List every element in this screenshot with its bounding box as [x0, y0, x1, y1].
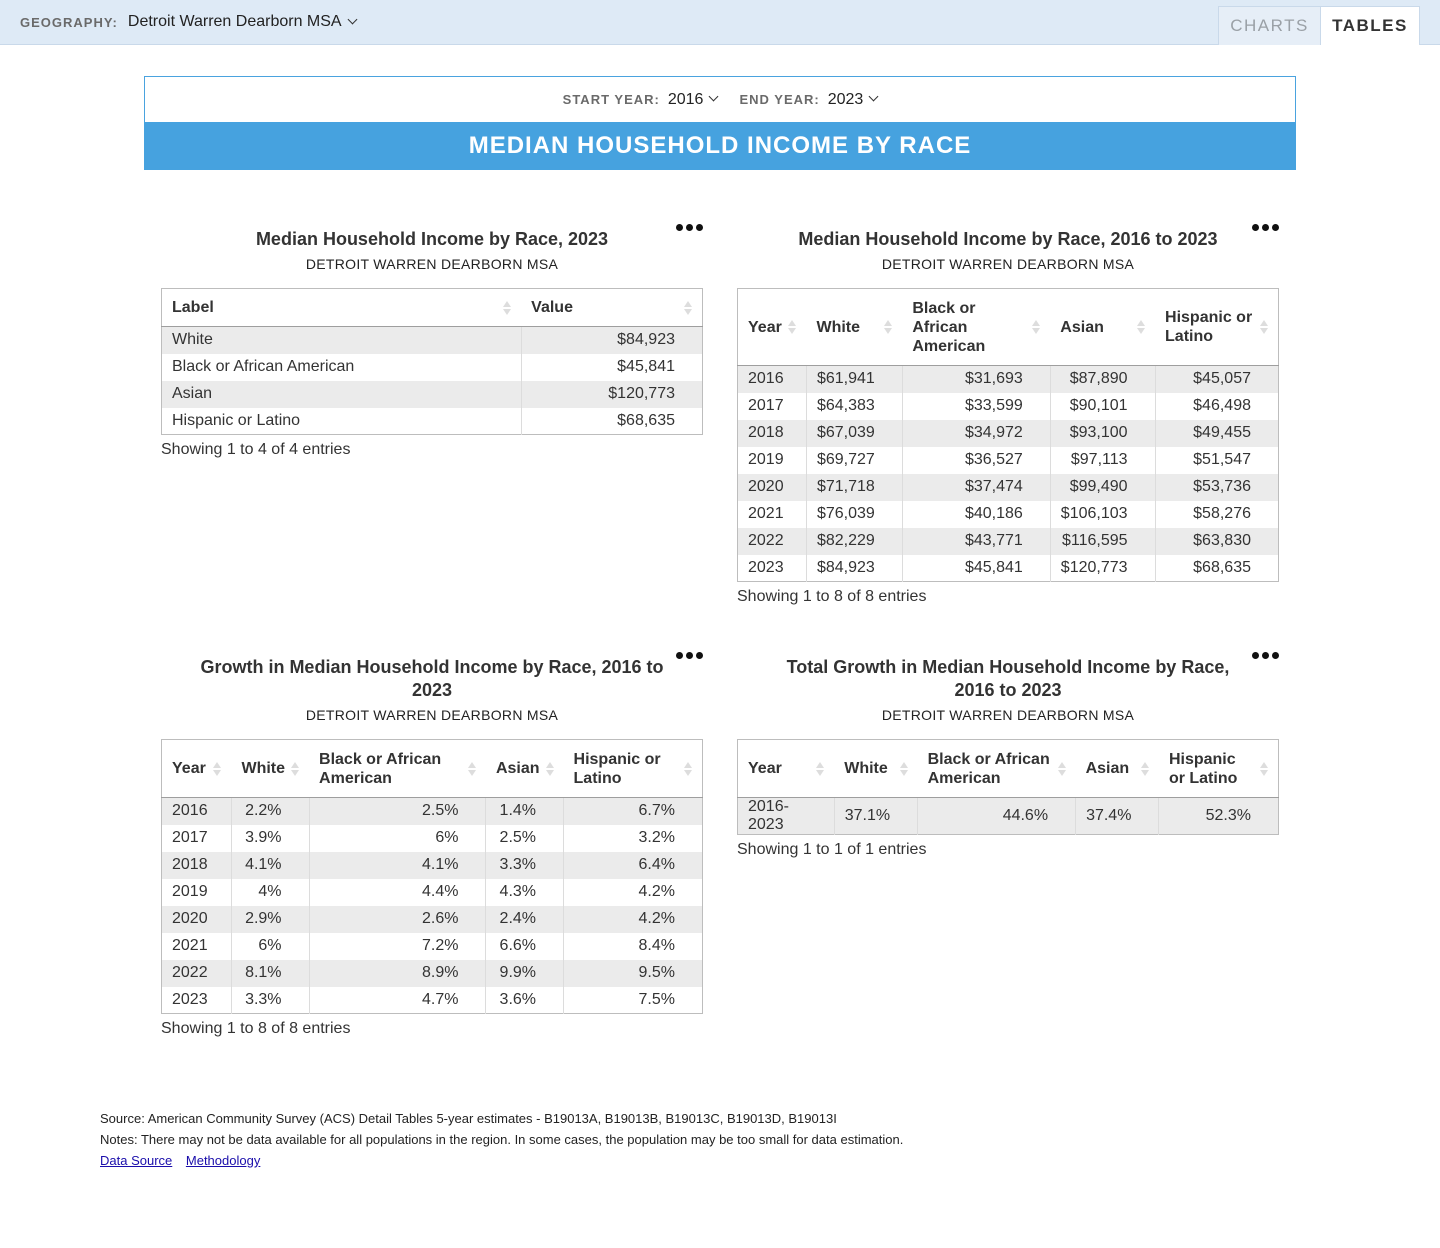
table-row [162, 354, 703, 381]
table-cell: 8.4% [638, 937, 675, 954]
column-header-label: Value [531, 299, 573, 316]
more-options-icon[interactable] [1252, 652, 1279, 659]
table-row [738, 420, 1279, 447]
column-header[interactable] [162, 289, 522, 327]
table-cell: $120,773 [521, 381, 702, 408]
table-row [162, 327, 703, 354]
panel-subtitle: DETROIT WARREN DEARBORN MSA [305, 707, 559, 723]
panel-title: Total Growth in Median Household Income by Race, 2016 to 2023 [786, 657, 1230, 700]
table-cell: 2020 [738, 474, 807, 501]
start-year-selector[interactable] [563, 91, 718, 109]
table-cell: $37,474 [902, 474, 1050, 501]
panel-title: Growth in Median Household Income by Race, 2016 to 2023 [200, 657, 664, 700]
table-cell: 2022 [162, 960, 232, 987]
table-cell: 8.9% [309, 960, 486, 987]
end-year-selector[interactable] [739, 91, 877, 109]
table-info: Showing 1 to 8 of 8 entries [737, 588, 927, 605]
table-cell: 4.1% [231, 852, 309, 879]
top-bar [0, 0, 1440, 45]
panel-title: Median Household Income by Race, 2023 [255, 229, 609, 249]
table-cell: $58,276 [1193, 505, 1251, 522]
column-header[interactable] [162, 740, 232, 798]
column-header-label: Asian [1085, 760, 1130, 777]
table-cell: $68,635 [1193, 558, 1251, 576]
column-header-label: Label [172, 299, 214, 316]
methodology-link[interactable]: Methodology [185, 1153, 261, 1168]
sort-icon[interactable] [684, 762, 692, 776]
table-row [162, 960, 703, 987]
sort-icon[interactable] [788, 320, 796, 334]
column-header[interactable] [231, 740, 309, 798]
table-info: Showing 1 to 8 of 8 entries [161, 1020, 351, 1037]
sort-icon[interactable] [816, 762, 824, 776]
table-cell: $36,527 [902, 447, 1050, 474]
table-cell: $33,599 [902, 393, 1050, 420]
column-header[interactable] [1050, 289, 1155, 366]
table-row [738, 447, 1279, 474]
column-header[interactable] [564, 740, 703, 798]
table-cell: 6.4% [564, 852, 703, 879]
column-header[interactable] [918, 740, 1076, 798]
column-header[interactable] [1159, 740, 1279, 798]
panel-income-2016-2023 [737, 228, 1279, 606]
sort-icon[interactable] [1058, 762, 1066, 776]
year-filters [145, 77, 1295, 122]
table-cell: Hispanic or Latino [162, 408, 522, 435]
table-cell: $120,773 [1050, 555, 1155, 582]
sort-icon[interactable] [503, 301, 511, 315]
table-cell: 2021 [162, 933, 232, 960]
column-header-label: Asian [1060, 318, 1104, 336]
column-header[interactable] [834, 740, 917, 798]
table-cell: $106,103 [1050, 501, 1155, 528]
table-cell: 4% [231, 879, 309, 906]
data-table [161, 288, 703, 435]
footer [100, 1108, 903, 1171]
report-title-banner: MEDIAN HOUSEHOLD INCOME BY RACE [144, 122, 1296, 170]
table-cell: 2016 [738, 366, 807, 393]
table-cell: 9.5% [564, 960, 703, 987]
table-cell: $51,547 [1193, 451, 1251, 468]
table-cell: 2017 [738, 393, 807, 420]
table-cell: $40,186 [902, 501, 1050, 528]
column-header-label: Hispanic or Latino [1165, 309, 1253, 345]
start-year-label: START YEAR: [562, 92, 660, 107]
column-header-label: Year [748, 318, 782, 336]
table-cell: 6.6% [486, 933, 564, 960]
table-cell: 8.1% [231, 960, 309, 987]
source-text: Source: American Community Survey (ACS) Detail Tables 5-year estimates - B19013A, B19013B, B19013C, B19013D, B19013I [100, 1111, 837, 1126]
table-cell: $63,830 [1155, 528, 1278, 555]
table-cell: Black or African American [162, 354, 522, 381]
column-header[interactable] [521, 289, 702, 327]
more-options-icon[interactable] [676, 652, 703, 659]
table-cell: White [162, 327, 522, 354]
table-cell: $45,841 [617, 358, 675, 375]
geography-selector[interactable] [20, 13, 356, 31]
table-cell: 2.9% [231, 906, 309, 933]
table-cell: 7.2% [309, 933, 486, 960]
column-header[interactable] [738, 740, 835, 798]
column-header-label: Year [172, 760, 206, 777]
column-header-label: Asian [495, 760, 540, 777]
table-row [738, 501, 1279, 528]
table-cell: $76,039 [806, 501, 902, 528]
table-row [162, 408, 703, 435]
table-row [738, 528, 1279, 555]
end-year-value[interactable]: 2023 [827, 90, 864, 108]
sort-icon[interactable] [213, 762, 221, 776]
data-table [737, 739, 1279, 835]
panel-total-growth [737, 656, 1279, 859]
table-info: Showing 1 to 1 of 1 entries [737, 841, 927, 858]
table-cell: $84,923 [521, 327, 702, 354]
notes-text: Notes: There may not be data available for all populations in the region. In some cases, the population may be too small for data estimation. [100, 1132, 904, 1147]
data-table [737, 288, 1279, 582]
table-cell: 9.9% [486, 960, 564, 987]
table-cell: 2018 [738, 420, 807, 447]
table-cell: $31,693 [902, 366, 1050, 393]
table-row [162, 879, 703, 906]
sort-icon[interactable] [1260, 762, 1268, 776]
table-cell: $99,490 [1050, 474, 1155, 501]
column-header-label: Black or African American [912, 299, 986, 355]
table-cell: $53,736 [1155, 474, 1278, 501]
table-cell: 4.2% [638, 883, 675, 900]
table-cell: $64,383 [806, 393, 902, 420]
table-row [162, 933, 703, 960]
tab-charts[interactable]: CHARTS [1218, 6, 1321, 45]
table-cell: 3.3% [231, 987, 309, 1014]
table-cell: 1.4% [486, 798, 564, 825]
table-cell: 2021 [738, 501, 807, 528]
table-row [738, 798, 1279, 835]
table-cell: 2023 [738, 555, 807, 582]
column-header[interactable] [902, 289, 1050, 366]
column-header-label: Hispanic or Latino [1168, 750, 1238, 787]
column-header-label: Hispanic or Latino [573, 750, 661, 787]
table-cell: 2.5% [486, 825, 564, 852]
chevron-down-icon[interactable] [869, 92, 879, 102]
table-cell: $69,727 [806, 447, 902, 474]
table-cell: $116,595 [1050, 528, 1155, 555]
table-row [738, 555, 1279, 582]
table-row [162, 906, 703, 933]
table-cell: 2020 [162, 906, 232, 933]
table-cell: 4.1% [309, 852, 486, 879]
table-cell: $68,635 [617, 411, 675, 429]
table-cell: $90,101 [1050, 393, 1155, 420]
table-cell: $43,771 [902, 528, 1050, 555]
panel-subtitle: DETROIT WARREN DEARBORN MSA [305, 256, 559, 272]
table-row [162, 987, 703, 1014]
table-row [738, 474, 1279, 501]
table-info: Showing 1 to 4 of 4 entries [161, 441, 351, 458]
table-cell: 3.6% [486, 987, 564, 1014]
table-cell: $34,972 [902, 420, 1050, 447]
column-header[interactable] [1155, 289, 1278, 366]
sort-icon[interactable] [1137, 320, 1145, 334]
sort-icon[interactable] [900, 762, 908, 776]
data-table [161, 739, 703, 1014]
table-cell: 6% [309, 825, 486, 852]
panel-subtitle: DETROIT WARREN DEARBORN MSA [881, 256, 1135, 272]
table-cell: $45,057 [1155, 366, 1278, 393]
geography-label: GEOGRAPHY: [20, 14, 118, 30]
table-cell: 2016-2023 [738, 798, 835, 835]
table-cell: 3.9% [231, 825, 309, 852]
table-cell: 2017 [162, 825, 232, 852]
table-cell: 2016 [162, 798, 232, 825]
table-cell: 2.5% [309, 798, 486, 825]
panel-income-2023 [161, 228, 703, 459]
table-cell: 2023 [162, 987, 232, 1014]
table-cell: 4.7% [309, 987, 486, 1014]
column-header-label: White [816, 318, 861, 336]
table-cell: 44.6% [918, 798, 1076, 835]
table-cell: $97,113 [1050, 447, 1155, 474]
column-header[interactable] [738, 289, 807, 366]
column-header-label: Black or African American [319, 750, 442, 787]
table-cell: $84,923 [806, 555, 902, 582]
more-options-icon[interactable] [676, 224, 703, 231]
table-cell: 2.4% [486, 906, 564, 933]
table-row [162, 825, 703, 852]
table-cell: 6% [231, 933, 309, 960]
table-cell: 37.4% [1076, 798, 1159, 835]
table-cell: $45,841 [902, 555, 1050, 582]
table-cell: $49,455 [1155, 420, 1278, 447]
table-cell: 52.3% [1159, 798, 1279, 835]
table-cell: 2022 [738, 528, 807, 555]
column-header-label: Year [748, 760, 782, 777]
sort-icon[interactable] [1141, 762, 1149, 776]
table-cell: 4.4% [309, 879, 486, 906]
table-cell: 4.3% [486, 879, 564, 906]
table-cell: 2.2% [231, 798, 309, 825]
sort-icon[interactable] [291, 762, 299, 776]
start-year-value[interactable]: 2016 [667, 90, 704, 108]
table-cell: 4.2% [564, 906, 703, 933]
table-cell: $67,039 [806, 420, 902, 447]
chevron-down-icon[interactable] [709, 92, 719, 102]
table-row [738, 366, 1279, 393]
table-cell: 2019 [162, 879, 232, 906]
table-cell: 3.2% [638, 829, 675, 846]
table-cell: $82,229 [806, 528, 902, 555]
more-options-icon[interactable] [1252, 224, 1279, 231]
sort-icon[interactable] [1260, 320, 1268, 334]
table-row [738, 393, 1279, 420]
table-cell: 7.5% [638, 990, 675, 1008]
sort-icon[interactable] [684, 301, 692, 315]
sort-icon[interactable] [468, 762, 476, 776]
panel-growth-2016-2023 [161, 656, 703, 1038]
table-cell: $61,941 [806, 366, 902, 393]
table-cell: 2.6% [309, 906, 486, 933]
sort-icon[interactable] [546, 762, 554, 776]
table-cell: 37.1% [834, 798, 917, 835]
data-source-link[interactable]: Data Source [100, 1153, 173, 1168]
report-header [144, 76, 1296, 170]
table-row [162, 852, 703, 879]
panel-subtitle: DETROIT WARREN DEARBORN MSA [881, 707, 1135, 723]
table-cell: 2018 [162, 852, 232, 879]
table-cell: $71,718 [806, 474, 902, 501]
chevron-down-icon[interactable] [347, 14, 357, 24]
column-header-label: White [844, 760, 888, 777]
column-header[interactable] [309, 740, 486, 798]
table-cell: 6.7% [564, 798, 703, 825]
table-row [162, 798, 703, 825]
sort-icon[interactable] [1032, 320, 1040, 334]
column-header[interactable] [486, 740, 564, 798]
sort-icon[interactable] [884, 320, 892, 334]
column-header-label: White [241, 760, 286, 777]
table-cell: $87,890 [1050, 366, 1155, 393]
end-year-label: END YEAR: [739, 92, 820, 107]
panel-title: Median Household Income by Race, 2016 to 2023 [798, 229, 1218, 249]
tab-tables[interactable]: TABLES [1321, 6, 1420, 45]
geography-value[interactable]: Detroit Warren Dearborn MSA [127, 13, 342, 30]
table-row [162, 381, 703, 408]
table-cell: $46,498 [1193, 397, 1251, 414]
table-cell: 2019 [738, 447, 807, 474]
view-tabs [1218, 6, 1420, 45]
column-header-label: Black or African American [927, 750, 1050, 787]
table-cell: 3.3% [486, 852, 564, 879]
table-cell: Asian [162, 381, 522, 408]
column-header[interactable] [806, 289, 902, 366]
column-header[interactable] [1076, 740, 1159, 798]
table-cell: $93,100 [1050, 420, 1155, 447]
